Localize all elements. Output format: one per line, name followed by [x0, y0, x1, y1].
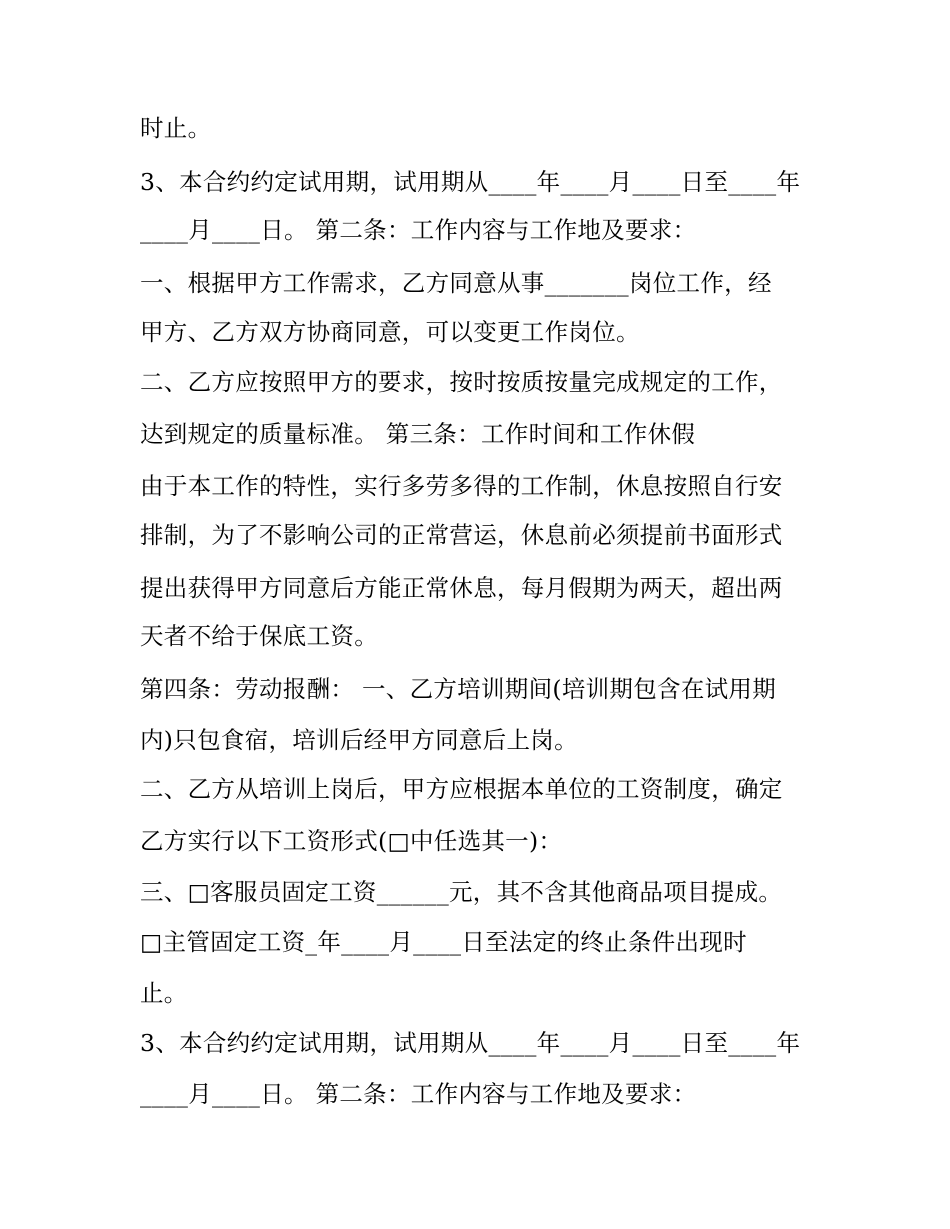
text-line: 内)只包食宿，培训后经甲方同意后上岗。: [140, 726, 578, 754]
text-line: 时止。: [140, 114, 212, 142]
text-line: 第四条：劳动报酬： 一、乙方培训期间(培训期包含在试用期: [140, 675, 777, 703]
text-line: 3、本合约约定试用期，试用期从____年____月____日至____年: [140, 1029, 801, 1057]
text-line: 乙方实行以下工资形式(□中任选其一)：: [140, 827, 563, 855]
text-line: 止。: [140, 979, 188, 1007]
text-line: 二、乙方从培训上岗后，甲方应根据本单位的工资制度，确定: [140, 775, 783, 803]
text-line: 3、本合约约定试用期，试用期从____年____月____日至____年: [140, 168, 801, 196]
text-line: 排制，为了不影响公司的正常营运，休息前必须提前书面形式: [140, 521, 783, 549]
text-line: 达到规定的质量标准。 第三条：工作时间和工作休假: [140, 420, 696, 448]
text-line: 甲方、乙方双方协商同意，可以变更工作岗位。: [140, 318, 640, 346]
text-line: 三、□客服员固定工资______元，其不含其他商品项目提成。: [140, 878, 783, 906]
text-line: ____月____日。 第二条：工作内容与工作地及要求：: [140, 1080, 697, 1108]
text-line: 提出获得甲方同意后方能正常休息，每月假期为两天，超出两: [140, 574, 783, 602]
text-line: 二、乙方应按照甲方的要求，按时按质按量完成规定的工作，: [140, 368, 783, 396]
text-line: ____月____日。 第二条：工作内容与工作地及要求：: [140, 216, 697, 244]
text-line: 天者不给于保底工资。: [140, 622, 378, 650]
text-line: 由于本工作的特性，实行多劳多得的工作制，休息按照自行安: [140, 472, 783, 500]
text-line: □主管固定工资_年____月____日至法定的终止条件出现时: [140, 928, 747, 956]
text-line: 一、根据甲方工作需求，乙方同意从事_______岗位工作，经: [140, 269, 772, 297]
